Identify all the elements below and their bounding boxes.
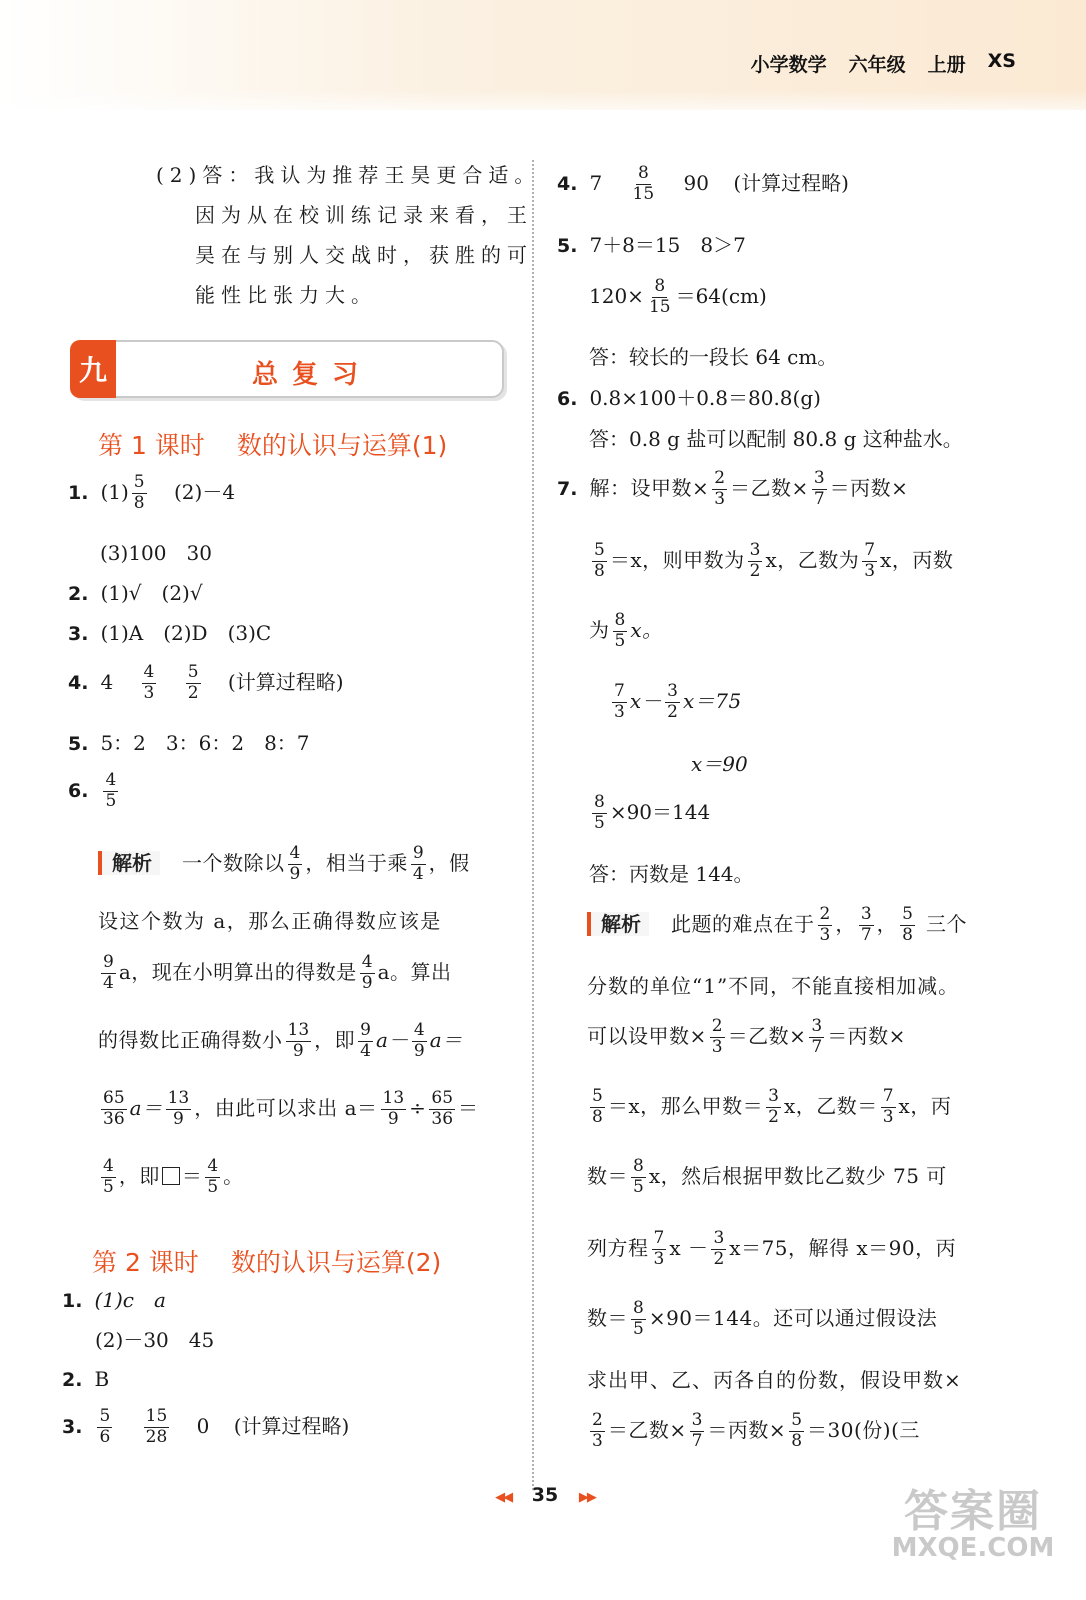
fraction (631, 165, 657, 204)
numerator: 3 (713, 1228, 725, 1248)
prev-answer-line-1: (2)答：我认为推荐王昊更合适。 (156, 163, 541, 187)
numerator: 9 (412, 843, 424, 863)
numerator: 4 (361, 952, 373, 972)
volume-label: 上册 (927, 54, 966, 76)
section-title: 总复习 (252, 360, 373, 390)
analysis-2-line-5: 数＝ $\frac{8}{5}$ x，然后根据甲数比乙数少 75 可 (587, 1156, 947, 1197)
page-number (455, 1484, 635, 1506)
fraction (631, 1300, 646, 1339)
fraction (288, 845, 303, 884)
denominator: 7 (860, 924, 872, 945)
fraction (665, 683, 680, 722)
r-q7-line-6: $\frac{8}{5}$ ×90＝144 (594, 792, 711, 833)
l1-q1-part3: (3)100 30 (100, 541, 212, 565)
section-number-badge: 九 (70, 340, 116, 398)
numerator: 4 (143, 662, 155, 682)
analysis-1-line-6: $\frac{4}{5}$ ，即 ＝ $\frac{4}{5}$ 。 (103, 1156, 244, 1197)
denominator: 15 (632, 183, 655, 204)
l1-q1: 1. (1) $\frac{5}{8}$ (2)－4 (68, 472, 236, 513)
fraction (132, 474, 147, 513)
fraction (358, 1022, 373, 1061)
numerator: 15 (145, 1406, 168, 1426)
numerator: 3 (749, 540, 761, 560)
denominator: 15 (648, 296, 671, 317)
numerator: 3 (860, 904, 872, 924)
analysis-1-line-5: $\frac{65}{36}$ a＝ $\frac{13}{9}$ ，由此可以求出 a＝ $\frac{13}{9}$ ÷ $\frac{65}{36}$ ＝ (103, 1088, 479, 1129)
denominator: 36 (103, 1108, 125, 1129)
prev-answer-line-4: 能性比张力大。 (195, 283, 377, 307)
lesson-2-label: 第 2 课时 (92, 1248, 199, 1277)
analysis-2-line-8: 求出甲、乙、丙各自的份数，假设甲数× (587, 1368, 962, 1392)
numerator: 5 (791, 1410, 803, 1430)
edition-label: XS (987, 50, 1016, 72)
fraction (144, 1408, 170, 1447)
fraction (748, 542, 763, 581)
fraction (652, 1230, 667, 1269)
denominator: 6 (99, 1426, 111, 1447)
denominator: 8 (594, 560, 605, 581)
fraction (101, 1158, 116, 1197)
numerator: 9 (103, 952, 114, 972)
fraction (142, 664, 157, 703)
fraction (590, 1088, 605, 1127)
denominator: 8 (133, 492, 145, 513)
r-q6-answer: 答：0.8 g 盐可以配制 80.8 g 这种盐水。 (589, 427, 963, 451)
numerator: 4 (105, 770, 117, 790)
denominator: 4 (360, 1040, 371, 1061)
analysis-tag: 解析 (98, 851, 160, 875)
r-q4: 4. 7 $\frac{8}{15}$ 90 (计算过程略) (557, 163, 849, 204)
numerator: 7 (653, 1228, 665, 1248)
denominator: 7 (811, 1036, 823, 1057)
fraction (590, 1412, 605, 1451)
fraction (862, 542, 877, 581)
l2-q1: 1. (1)c a (62, 1288, 166, 1312)
column-divider (532, 160, 534, 1490)
numerator: 2 (714, 468, 726, 488)
fraction (166, 1090, 192, 1129)
subject-label: 小学数学 (750, 54, 827, 76)
fraction (859, 906, 874, 945)
fraction (809, 1018, 824, 1057)
denominator: 3 (882, 1106, 894, 1127)
r-q5-answer: 答：较长的一段长 64 cm。 (589, 345, 838, 369)
prev-answer-line-3: 昊在与别人交战时，获胜的可 (195, 243, 533, 267)
denominator: 4 (412, 863, 424, 884)
analysis-1-line-3: $\frac{9}{4}$ a，现在小明算出的得数是 $\frac{4}{9}$ a。算出 (103, 952, 452, 993)
numerator: 3 (768, 1086, 779, 1106)
denominator: 8 (592, 1106, 603, 1127)
numerator: 3 (811, 1016, 823, 1036)
l1-q3: 3. (1)A (2)D (3)C (68, 621, 272, 645)
l2-q2: 2. B (62, 1367, 110, 1391)
denominator: 2 (187, 682, 199, 703)
r-q7-line-5: x＝90 (691, 752, 748, 776)
fraction (592, 794, 607, 833)
analysis-2-line-9: $\frac{2}{3}$ ＝乙数× $\frac{3}{7}$ ＝丙数× $\frac{5}{8}$ ＝30(份)(三 (592, 1410, 920, 1451)
analysis-2-line-2: 分数的单位“1”不同，不能直接相加减。 (587, 974, 960, 998)
denominator: 3 (711, 1036, 723, 1057)
fraction (381, 1090, 407, 1129)
denominator: 5 (207, 1176, 219, 1197)
fraction (789, 1412, 804, 1451)
denominator: 2 (768, 1106, 779, 1127)
fraction (205, 1158, 220, 1197)
blank-box-icon (162, 1167, 180, 1185)
lesson-1-topic: 数的认识与运算(1) (236, 431, 448, 460)
numerator: 3 (813, 468, 825, 488)
numerator: 3 (667, 681, 678, 701)
analysis-1-line-2: 设这个数为 a，那么正确得数应该是 (98, 909, 442, 933)
fraction (812, 470, 827, 509)
page-number-value: 35 (531, 1484, 559, 1506)
lesson-1-heading (98, 426, 447, 462)
analysis-tag: 解析 (587, 912, 649, 936)
numerator: 7 (864, 540, 876, 560)
r-q7-line-4: $\frac{7}{3}$ x－ $\frac{3}{2}$ x＝75 (614, 681, 742, 722)
header-fade (0, 90, 1086, 120)
denominator: 3 (614, 701, 625, 722)
numerator: 4 (413, 1020, 425, 1040)
fraction (612, 683, 627, 722)
fraction (412, 1022, 427, 1061)
denominator: 3 (143, 682, 155, 703)
denominator: 5 (633, 1176, 644, 1197)
watermark-text: 答案圈 (904, 1486, 1042, 1537)
numerator: 9 (360, 1020, 371, 1040)
numerator: 5 (902, 904, 913, 924)
lesson-1-label: 第 1 课时 (98, 431, 205, 460)
grade-label: 六年级 (848, 54, 906, 76)
fraction (881, 1088, 896, 1127)
denominator: 5 (103, 1176, 114, 1197)
denominator: 8 (791, 1430, 803, 1451)
prev-arrow-icon: ◀◀ (495, 1490, 512, 1505)
l1-q6: 6. $\frac{4}{5}$ (68, 770, 117, 811)
fraction (186, 664, 201, 703)
fraction (631, 1158, 646, 1197)
next-arrow-icon: ▶▶ (578, 1490, 595, 1505)
numerator: 13 (287, 1020, 310, 1040)
numerator: 5 (594, 540, 605, 560)
fraction (286, 1022, 312, 1061)
denominator: 5 (633, 1318, 644, 1339)
numerator: 13 (167, 1088, 190, 1108)
numerator: 65 (431, 1088, 454, 1108)
numerator: 3 (691, 1410, 703, 1430)
numerator: 5 (99, 1406, 111, 1426)
numerator: 5 (187, 662, 199, 682)
numerator: 4 (207, 1156, 219, 1176)
fraction (411, 845, 426, 884)
numerator: 5 (133, 472, 145, 492)
fraction (103, 772, 118, 811)
analysis-2-line-4: $\frac{5}{8}$ ＝x，那么甲数＝ $\frac{3}{2}$ x，乙数＝ $\frac{7}{3}$ x，丙 (592, 1086, 952, 1127)
fraction (429, 1090, 455, 1129)
book-header (751, 50, 1016, 77)
numerator: 8 (633, 1156, 644, 1176)
numerator: 8 (654, 276, 666, 296)
l2-q1-part2: (2)－30 45 (95, 1328, 215, 1352)
analysis-1-line-4: 的得数比正确得数小 $\frac{13}{9}$ ，即 $\frac{9}{4}$ a－ $\frac{4}{9}$ a＝ (98, 1020, 463, 1061)
lesson-2-heading (92, 1243, 441, 1279)
fraction (647, 278, 673, 317)
fraction (712, 470, 727, 509)
numerator: 4 (289, 843, 301, 863)
numerator: 5 (592, 1086, 603, 1106)
denominator: 3 (653, 1248, 665, 1269)
r-q5: 5. 7＋8＝15 8＞7 (557, 233, 746, 257)
denominator: 3 (819, 924, 831, 945)
l1-q4: 4. 4 $\frac{4}{3}$ $\frac{5}{2}$ (计算过程略) (68, 662, 344, 703)
denominator: 5 (594, 812, 605, 833)
r-q5-calc: 120× $\frac{8}{15}$ ＝64(cm) (589, 276, 767, 317)
denominator: 2 (713, 1248, 725, 1269)
denominator: 3 (864, 560, 876, 581)
fraction (766, 1088, 781, 1127)
numerator: 4 (103, 1156, 114, 1176)
fraction (101, 954, 116, 993)
denominator: 5 (614, 630, 626, 651)
analysis-2-line-1: 解析 此题的难点在于 $\frac{2}{3}$ ， $\frac{3}{7}$ ， $\frac{5}{8}$ 三个 (587, 906, 967, 945)
denominator: 9 (413, 1040, 425, 1061)
denominator: 9 (387, 1108, 399, 1129)
fraction (613, 612, 628, 651)
denominator: 7 (691, 1430, 703, 1451)
denominator: 9 (361, 972, 373, 993)
watermark-logo (888, 1486, 1058, 1582)
numerator: 2 (711, 1016, 723, 1036)
r-q7-line-2: $\frac{5}{8}$ ＝x，则甲数为 $\frac{3}{2}$ x，乙数为 $\frac{7}{3}$ x，丙数 (594, 540, 954, 581)
fraction (710, 1018, 725, 1057)
r-q6: 6. 0.8×100＋0.8＝80.8(g) (557, 386, 821, 410)
denominator: 5 (105, 790, 117, 811)
denominator: 7 (813, 488, 825, 509)
denominator: 36 (431, 1108, 454, 1129)
fraction (101, 1090, 127, 1129)
denominator: 2 (749, 560, 761, 581)
r-q7-line-1: 7. 解：设甲数× $\frac{2}{3}$ ＝乙数× $\frac{3}{7}$ ＝丙数× (557, 468, 909, 509)
watermark-url: MXQE.COM (891, 1533, 1055, 1563)
lesson-2-topic: 数的认识与运算(2) (230, 1248, 442, 1277)
section-banner (70, 340, 504, 398)
numerator: 8 (614, 610, 626, 630)
fraction (592, 542, 607, 581)
denominator: 4 (103, 972, 114, 993)
numerator: 7 (614, 681, 625, 701)
denominator: 8 (902, 924, 913, 945)
numerator: 8 (637, 163, 649, 183)
numerator: 13 (382, 1088, 405, 1108)
fraction (360, 954, 375, 993)
denominator: 9 (172, 1108, 184, 1129)
analysis-1-line-1: 解析 一个数除以 $\frac{4}{9}$ ，相当于乘 $\frac{9}{4}$ ，假 (98, 845, 470, 884)
r-q7-line-3: 为 $\frac{8}{5}$ x。 (589, 610, 663, 651)
prev-answer-line-2: 因为从在校训练记录来看，王 (195, 203, 533, 227)
fraction (818, 906, 833, 945)
fraction (97, 1408, 112, 1447)
l1-q5: 5. 5：2 3：6：2 8：7 (68, 731, 310, 755)
fraction (900, 906, 915, 945)
analysis-2-line-3: 可以设甲数× $\frac{2}{3}$ ＝乙数× $\frac{3}{7}$ ＝丙数× (587, 1016, 906, 1057)
l2-q3: 3. $\frac{5}{6}$ $\frac{15}{28}$ 0 (计算过程略) (62, 1406, 350, 1447)
analysis-2-line-7: 数＝ $\frac{8}{5}$ ×90＝144。还可以通过假设法 (587, 1298, 938, 1339)
numerator: 8 (633, 1298, 644, 1318)
denominator: 9 (289, 863, 301, 884)
denominator: 2 (667, 701, 678, 722)
denominator: 28 (145, 1426, 168, 1447)
numerator: 2 (592, 1410, 603, 1430)
numerator: 65 (103, 1088, 125, 1108)
numerator: 2 (819, 904, 831, 924)
analysis-2-line-6: 列方程 $\frac{7}{3}$ x － $\frac{3}{2}$ x＝75，解得 x＝90，丙 (587, 1228, 957, 1269)
numerator: 8 (594, 792, 605, 812)
numerator: 7 (882, 1086, 894, 1106)
denominator: 3 (714, 488, 726, 509)
denominator: 9 (292, 1040, 304, 1061)
fraction (711, 1230, 726, 1269)
l1-q2: 2. (1)√ (2)√ (68, 581, 203, 605)
r-q7-answer: 答：丙数是 144。 (589, 862, 754, 886)
denominator: 3 (592, 1430, 603, 1451)
fraction (690, 1412, 705, 1451)
